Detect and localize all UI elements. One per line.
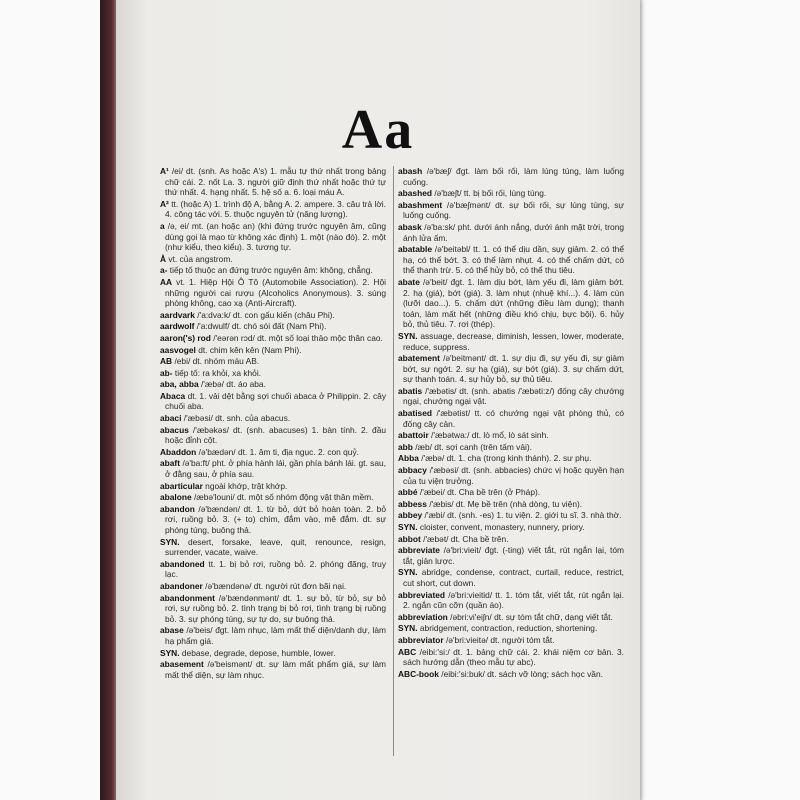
entry-headword: SYN. [160,647,180,658]
entry-definition: /'æbəsi/ dt. snh. của abacus. [183,413,291,424]
entry-definition: /ebi/ dt. nhóm máu AB. [174,356,260,367]
dictionary-entry [160,356,386,367]
entry-headword: ab- [160,367,173,378]
entry-headword: SYN. [160,536,180,547]
entry-headword: a [160,220,165,231]
dictionary-entry [398,487,624,498]
dictionary-entry [398,386,624,407]
entry-definition: /æbə'louni/ dt. một số nhóm động vật thân mềm. [193,492,374,503]
dictionary-entry [398,499,624,510]
entry-definition: /eibi:'si:buk/ dt. sách vỡ lòng; sách học vần. [441,668,603,679]
entry-definition: /ə'beit/ đgt. 1. làm dịu bớt, làm yếu đi, làm giảm bớt. 2. hạ (giá), bớt (giá). 3. làm nhụt (nhuệ khí...). 4. làm cùn (lưỡi dao...). 5. chấm dứt (những điều làm dụng); thanh toán, làm mất hết (những điều khó chịu, bực bội). 6. hủy bỏ, thủ tiêu. 7. rơi (thép). [403,276,624,330]
entry-headword: abash [398,166,423,176]
entry-definition: /ə'bædən/ dt. 1. âm ti, địa ngục. 2. con quỷ. [198,446,359,457]
entry-definition: /ə'beitəbl/ tt. 1. có thể dịu dần, sụy giảm. 2. có thể hạ, có thể bớt. 3. có thể làm nhụt. 4. có thể chấm dứt, có thể thanh trừ. 5. có thể hủy bỏ, có thể thu tiêu. [403,244,624,276]
entry-definition: /ə'bri:vieitid/ tt. 1. tóm tắt, viết tắt, rút ngắn lại. 2. ngắn cũn cỡn (quần áo). [403,589,624,611]
entry-headword: aasvogel [160,344,196,355]
dictionary-entry [160,277,386,309]
entry-headword: AB [160,356,173,367]
entry-headword: aaron('s) rod [160,332,211,343]
dictionary-entry [398,534,624,545]
dictionary-entry [160,537,386,558]
entry-headword: abbreviate [398,545,440,556]
dictionary-entry [398,244,624,276]
dictionary-entry [160,166,386,198]
dictionary-entry [398,166,624,187]
dictionary-entry [160,199,386,220]
entry-headword: abattoir [398,430,429,441]
dictionary-entry [398,465,624,486]
entry-definition: debase, degrade, depose, humble, lower. [181,647,336,658]
entry-definition: /'æbətwa:/ dt. lò mổ, lò sát sinh. [431,430,549,441]
entry-headword: abaci [160,413,182,424]
dictionary-entry [160,425,386,446]
entry-headword: abbot [398,533,421,544]
dictionary-entry [160,221,386,253]
entry-headword: aba, abba [160,379,199,390]
entry-definition: /ə'bæʃt/ tt. bị bối rối, lúng túng. [434,188,547,199]
dictionary-entry [160,492,386,503]
entry-definition: /ə'bændənmənt/ dt. 1. sự bỏ, từ bỏ, sự bỏ rơi, sự ruồng bỏ. 2. tình trạng bị bỏ rơi, tình trạng bị ruồng bỏ. 3. sự phóng túng, sự tự do, sự buông thả. [165,592,386,624]
entry-headword: abbreviated [398,589,446,600]
dictionary-entry [160,345,386,356]
dictionary-entry [160,379,386,390]
dictionary-entry [398,222,624,243]
dictionary-entry [160,593,386,625]
entry-headword: A² [160,198,169,209]
dictionary-entry [398,669,624,680]
dictionary-entry [398,188,624,199]
dictionary-entry [160,413,386,424]
dictionary-entry [160,458,386,479]
dictionary-entry [398,408,624,429]
entry-definition: /ə'bri:vieit/ đgt. (-ting) viết tắt, rút ngắn lại, tóm tắt, giản lược. [403,545,624,566]
dictionary-entry [160,504,386,536]
entry-headword: abbé [398,487,418,498]
dictionary-entry [398,635,624,646]
dictionary-entry [160,368,386,379]
entry-definition: tiếp tố thuộc an đứng trước nguyên âm: không, chẳng. [169,265,373,276]
entry-definition: /eibi:'si:/ dt. 1. bảng chữ cái. 2. khái niệm cơ bản. 3. sách hướng dẫn (theo mẫu tự abc). [403,646,624,668]
entry-headword: abacus [160,424,189,435]
entry-definition: dt. chim kên kên (Nam Phi). [198,344,302,355]
entry-definition: /ə'bændənə/ dt. người rút đơn bãi nại. [205,580,347,591]
entry-headword: abashed [398,188,432,199]
dictionary-entry [160,625,386,646]
dictionary-entry [398,510,624,521]
entry-definition: /ə'beis/ đgt. làm nhục, làm mất thể diện/danh dự, làm hạ phẩm giá. [165,625,386,646]
dictionary-entry [398,612,624,623]
entry-headword: Abba [398,453,419,464]
entry-headword: abandoner [160,580,203,591]
entry-headword: abatable [398,244,432,255]
entry-definition: tt. 1. bị bỏ rơi, ruồng bỏ. 2. phóng đãng, truy lạc. [165,558,386,580]
entry-headword: abashment [398,199,443,210]
entry-definition: /'æbə/ dt. áo aba. [200,379,266,390]
dictionary-entry [398,200,624,221]
entry-definition: /'æbəkəs/ dt. (snh. abacuses) 1. bàn tính. 2. đầu hoặc đỉnh cột. [165,424,386,446]
entry-definition: abridge, condense, contract, curtail, reduce, restrict, cut short, cut down. [403,567,624,588]
entry-headword: abate [398,276,420,287]
dictionary-entry [160,254,386,265]
page-shadow [640,0,644,800]
dictionary-entry [160,333,386,344]
entry-definition: cloister, convent, monastery, nunnery, priory. [419,522,585,532]
entry-definition: /ə'bri:vieitə/ dt. người tóm tắt. [445,634,555,645]
entry-definition: /'eərən rɔd/ dt. một số loại thảo mộc thân cao. [213,332,383,343]
dictionary-entry [398,623,624,634]
entry-definition: /'æbəsi/ dt. (snh. abbacies) chức vị hoặc quyền hạn của tu viện trưởng. [403,465,624,486]
dictionary-entry [398,453,624,464]
entry-headword: abandon [160,503,195,514]
dictionary-entry [160,265,386,276]
dictionary-entry [160,559,386,580]
entry-headword: SYN. [398,522,418,532]
entry-headword: a- [160,265,168,276]
entry-headword: abase [160,625,184,636]
entry-definition: vt. 1. Hiệp Hội Ô Tô (Automobile Association). 2. Hội những người cai rượu (Alcoholics Anonymous). 3. súng phòng không, cao xạ (Anti-Aircraft). [165,276,386,309]
entry-definition: tiếp tố: ra khỏi, xa khỏi. [174,367,262,378]
entry-definition: tt. (hoặc A) 1. trình độ A, bằng A. 2. ampere. 3. câu trả lời. 4. công tác với. 5. thuộc nguyên tử (năng lượng). [165,198,386,220]
entry-definition: /'æbə/ dt. 1. cha (trong kinh thánh). 2. sư phụ. [421,453,592,464]
dictionary-entry [160,391,386,412]
entry-definition: assuage, decrease, diminish, lessen, lower, moderate, reduce, suppress. [403,330,624,352]
entry-definition: /əbri:vi'eiʃn/ dt. sự tóm tắt chữ, dạng viết tắt. [450,611,613,622]
entry-definition: /'æbətis/ dt. (snh. abatis /'æbəti:z/) đống cây chướng ngại, chướng ngại vật. [403,385,624,407]
dictionary-entry [160,447,386,458]
section-letter: Aa [341,99,415,161]
entry-headword: abbey [398,510,423,521]
entry-headword: abasement [160,659,204,670]
dictionary-entry [398,590,624,611]
entry-headword: ABC [398,646,417,657]
entry-definition: /ə'ba:ft/ pht. ở phía hành lái, gần phía bánh lái. gt. sau, ở đằng sau, ở phía sau. [165,458,386,480]
entry-headword: ABC-book [398,668,439,679]
entry-definition: /'a:dwulf/ dt. chó sói đất (Nam Phi). [196,321,327,332]
entry-headword: Å [160,253,167,264]
entry-definition: /'æbi/ dt. (snh. -es) 1. tu viện. 2. giới tu sĩ. 3. nhà thờ. [424,510,622,521]
entry-headword: SYN. [398,567,418,578]
entry-headword: abatis [398,385,423,396]
entry-headword: aardvark [160,309,195,320]
entry-definition: /ə'beitmənt/ dt. 1. sự dịu đi, sự yếu đi, sự giảm bớt, sự ngớt. 2. sự hạ (giá), sự bớt (giá). 3. sự chấm dứt, sự thanh toán. 4. sự hủy bỏ, sự thủ tiêu. [403,353,624,385]
entry-definition: /ə'ba:sk/ pht. dưới ánh nắng, dưới ánh mặt trời, trong ánh lửa ấm. [403,221,624,243]
entry-definition: ngoài khớp, trật khớp. [205,480,288,491]
dictionary-entry [398,442,624,453]
dictionary-entry [160,321,386,332]
dictionary-entry [160,581,386,592]
entry-definition: abridgement, contraction, reduction, shortening. [419,623,598,634]
entry-definition: /'æbət/ dt. Cha bề trên. [423,533,509,544]
dictionary-entry [398,545,624,566]
dictionary-entry [398,522,624,533]
dictionary-entry [398,567,624,588]
left-column [160,166,386,766]
entry-headword: abandoned [160,558,205,569]
entry-definition: /ə'bæʃmənt/ dt. sự bối rối, sự lúng túng, sự luống cuống. [403,199,624,221]
entry-headword: abatement [398,353,440,364]
dictionary-entry [398,430,624,441]
entry-headword: abask [398,221,422,232]
entry-definition: /ə'beismənt/ dt. sự làm mất phẩm giá, sự làm mất thể diện, sự làm nhục. [165,659,386,680]
entry-headword: A¹ [160,166,169,176]
entry-headword: SYN. [398,623,418,634]
dictionary-entry [160,310,386,321]
entry-definition: /æb/ dt. sợi canh (trên tấm vải). [415,441,532,452]
entry-definition: /ə'bændən/ dt. 1. từ bỏ, dứt bỏ hoàn toàn. 2. bỏ rơi, ruồng bỏ. 3. (+ to) chìm, đắm vào, mê đắm. dt. sự phóng túng, buông thả. [165,503,386,535]
entry-headword: Abaca [160,390,186,401]
column-divider [393,166,394,756]
entry-headword: abaft [160,458,181,469]
entry-headword: abandonment [160,592,215,603]
dictionary-entry [398,331,624,352]
entry-headword: aardwolf [160,321,195,332]
entry-headword: abbreviation [398,611,448,622]
entry-headword: abatised [398,408,432,419]
entry-headword: abalone [160,492,192,503]
dictionary-entry [398,277,624,330]
dictionary-entry [398,353,624,385]
entry-definition: /'a:dva:k/ dt. con gấu kiến (châu Phi). [197,309,335,320]
dictionary-entry [160,648,386,659]
entry-definition: /'æbei/ dt. Cha bề trên (ở Pháp). [419,487,541,498]
entry-headword: SYN. [398,330,418,341]
dictionary-page [116,0,640,800]
entry-headword: abbreviator [398,634,444,645]
entry-definition: desert, forsake, leave, quit, renounce, resign, surrender, vacate, waive. [165,536,386,558]
entry-headword: AA [160,276,173,287]
entry-headword: abbacy [398,465,427,476]
entry-headword: Abaddon [160,446,197,457]
entry-headword: abb [398,441,413,452]
entry-definition: /ə, ei/ mt. (an hoặc an) (khi đứng trước nguyên âm, cũng dùng gọi là mạo từ không xác định) 1. một (nào đó). 2. một (như kiểu, theo kiểu). 3. tương tự. [165,220,386,253]
entry-definition: /'æbis/ dt. Mẹ bề trên (nhà dòng, tu viện). [429,498,583,509]
entry-definition: /'æbətist/ tt. có chướng ngại vật phòng thủ, có đống cây cản. [403,408,624,429]
dictionary-entry [398,647,624,668]
dictionary-entry [160,481,386,492]
entry-definition: dt. 1. vải dệt bằng sợi chuối abaca ở Philippin. 2. cây chuối aba. [165,390,386,412]
entry-definition: vt. của angstrom. [168,253,233,264]
dictionary-entry [160,659,386,680]
entry-definition: /ə'bæʃ/ đgt. làm bối rối, làm lúng túng, làm luống cuống. [403,166,624,187]
entry-headword: abarticular [160,480,203,491]
entry-headword: abbess [398,498,427,509]
entry-definition: /ei/ dt. (snh. As hoặc A's) 1. mẫu tự thứ nhất trong bảng chữ cái. 2. nốt La. 3. người giữ định thứ nhất hoặc thứ tự thứ nhất. 4. hạng nhất. 5. hệ số a. 6. loại máu A. [165,166,386,198]
right-column [398,166,624,766]
